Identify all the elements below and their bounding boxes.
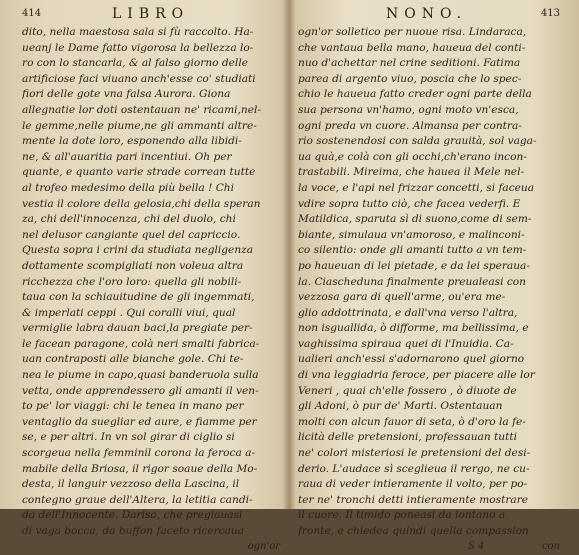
text-line: dottamente scompigliati non voleua altra: [22, 259, 244, 272]
text-line: quante, e quanto varie strade correan tutte: [22, 166, 256, 179]
text-line: to pe' lor viaggi: chi le tenea in mano per: [22, 400, 244, 413]
text-line: al trofeo medesimo della più bella ! Chi: [22, 181, 235, 194]
text-line: Veneri , quai ch'elle fossero , ò diuote de: [298, 384, 517, 397]
text-line: da dell'Innocente. Darisa, che pregiauasi: [22, 509, 243, 522]
text-line: ter ne' tronchi detti intieramente mostrare: [298, 493, 529, 506]
left-page-footer: [22, 541, 280, 555]
text-line: ne, & all'auaritia pari incentiui. Oh per: [22, 150, 232, 163]
text-line: raua di veder intieramente il volto, per po-: [298, 478, 528, 491]
right-catchword: con: [541, 540, 560, 552]
text-line: che vantaua bella mano, haueua del conti-: [298, 41, 526, 54]
text-line: artificiose faci viuano anch'esse co' studiati: [22, 72, 256, 85]
left-page-header: [22, 6, 280, 22]
right-page: [298, 6, 560, 555]
text-line: le gemme,nelle piume,ne gli ammanti altre-: [22, 119, 257, 132]
text-line: derio. L'audace sì sceglieua il rergo, ne cu-: [298, 462, 530, 475]
text-line: uan contraposti alle bianche gole. Chi te-: [22, 353, 244, 366]
right-page-footer: [298, 541, 560, 555]
text-line: rio sostenendosi con salda grauità, sol vaga-: [298, 135, 537, 148]
text-line: non isguallida, ò difforme, ma bellissima, e: [298, 322, 529, 335]
text-line: molti con alcun fauor di seta, ò d'oro la fe-: [298, 415, 526, 428]
text-line: ricchezza che l'oro loro: quella gli nobili-: [22, 275, 242, 288]
text-line: po haueuan di lei pietade, e da lei speraua-: [298, 259, 530, 272]
text-line: chio le haueua fatto creder ogni parte della: [298, 88, 532, 101]
text-line: co silentio: onde gli amanti tutto a vn tem-: [298, 244, 527, 257]
text-line: il cuore. Il timido poneasi da lontano a: [298, 509, 506, 522]
signature-mark: S 4: [468, 540, 485, 552]
text-line: za, chi dell'innocenza, chi del duolo, chi: [22, 213, 236, 226]
text-line: dito, nella maestosa sala si fù raccolto. Ha-: [22, 26, 254, 38]
text-line: sua persona vn'hamo, ogni moto vn'esca,: [298, 103, 519, 116]
left-page: [22, 6, 280, 555]
left-running-head: LIBRO: [112, 6, 190, 22]
text-line: fronte, e chiedea quindi quella compassion: [298, 525, 529, 537]
text-line: la. Ciascheduna finalmente preualeasi con: [298, 275, 526, 288]
text-line: Questa sopra i crini da studiata negligenza: [22, 244, 254, 257]
text-line: ro con lo stancarla, & al falso giorno delle: [22, 57, 248, 70]
right-page-number: 413: [540, 8, 560, 19]
text-line: ualieri anch'essi s'adornarono quel giorno: [298, 353, 525, 366]
left-catchword: ogn'or: [247, 540, 280, 552]
text-line: ua quà,e colà con gli occhi,ch'erano incon-: [298, 150, 527, 163]
text-line: fiori delle gote vna falsa Aurora. Giona: [22, 88, 231, 101]
text-line: ueanj le Dame fatto vigorosa la bellezza lo-: [22, 41, 254, 54]
text-line: ogni preda vn cuore. Almansa per contra-: [298, 119, 522, 132]
text-line: vestia il colore della gelosia,chi della speran: [22, 197, 261, 210]
text-line: taua con la schiauitudine de gli ingemmati,: [22, 291, 255, 304]
text-line: vaghissima spiraua quei di l'Inuidia. Ca-: [298, 337, 514, 350]
left-page-text: [22, 25, 280, 540]
text-line: vdire sopra tutto ciò, che facea vederfi. E: [298, 197, 521, 210]
text-line: nea le piume in capo,quasi banderuola sulla: [22, 369, 259, 382]
text-line: vezzosa gara di quell'arme, ou'era me-: [298, 291, 506, 304]
text-line: allegnatie lor doti ostentauan ne' ricami,nel-: [22, 103, 261, 116]
text-line: nuo d'achettar nel crine seditioni. Fatima: [298, 57, 521, 70]
text-line: licità delle pretensioni, professauan tutti: [298, 431, 518, 444]
text-line: & imperlati ceppi . Qui coralli viui, qual: [22, 306, 236, 319]
text-line: parea di argento viuo, poscia che lo spec-: [298, 72, 522, 85]
book-gutter: [282, 0, 296, 509]
text-line: glio addottrinata, e dall'vna verso l'altra,: [298, 306, 518, 319]
text-line: di vaga bocca, da buffon faceto ricercaua: [22, 525, 245, 537]
text-line: ogn'or solletico per nuoue risa. Lindaraca,: [298, 26, 527, 38]
text-line: contegno graue dell'Altera, la letitia candi-: [22, 493, 253, 506]
text-line: Matildica, sparuta sì di suono,come di sem-: [298, 213, 532, 226]
text-line: le facean paragone, colà neri smalti fabrica-: [22, 337, 260, 350]
right-running-head: NONO.: [386, 6, 468, 22]
right-page-header: [298, 6, 560, 22]
text-line: di vna leggiadria feroce, per piacere alle lor: [298, 369, 535, 382]
text-line: vetta, onde apprendessero gli amanti il ven-: [22, 384, 259, 397]
text-line: se, e per altri. In vn sol girar di ciglio si: [22, 431, 235, 444]
right-page-text: [298, 25, 560, 540]
text-line: la voce, e l'api nel frizzar concetti, si faceua: [298, 181, 535, 194]
text-line: desta, il languir vezzoso della Lascina, il: [22, 478, 240, 491]
left-page-number: 414: [22, 8, 42, 19]
text-line: mente la dote loro, esponendo alla libidi-: [22, 135, 242, 148]
text-line: ne' colori misteriosi le pretensioni del desi-: [298, 447, 531, 460]
text-line: nel delusor cangiante quel del capriccio.: [22, 228, 241, 241]
text-line: gli Adoni, ò pur de' Marti. Ostentauan: [298, 400, 503, 413]
text-line: mabile della Briosa, il rigor soaue della Mo-: [22, 462, 258, 475]
text-line: scorgeua nella femminil corona la feroca a-: [22, 447, 256, 460]
text-line: ventaglio da suegliar ed aure, e fiamme per: [22, 415, 257, 428]
text-line: biante, simulaua vn'amoroso, e malinconi-: [298, 228, 525, 241]
text-line: vermiglie labra dauan baci,la pregiate per-: [22, 322, 253, 335]
text-line: trastabili. Mireima, che hauea il Mele nel-: [298, 166, 525, 179]
